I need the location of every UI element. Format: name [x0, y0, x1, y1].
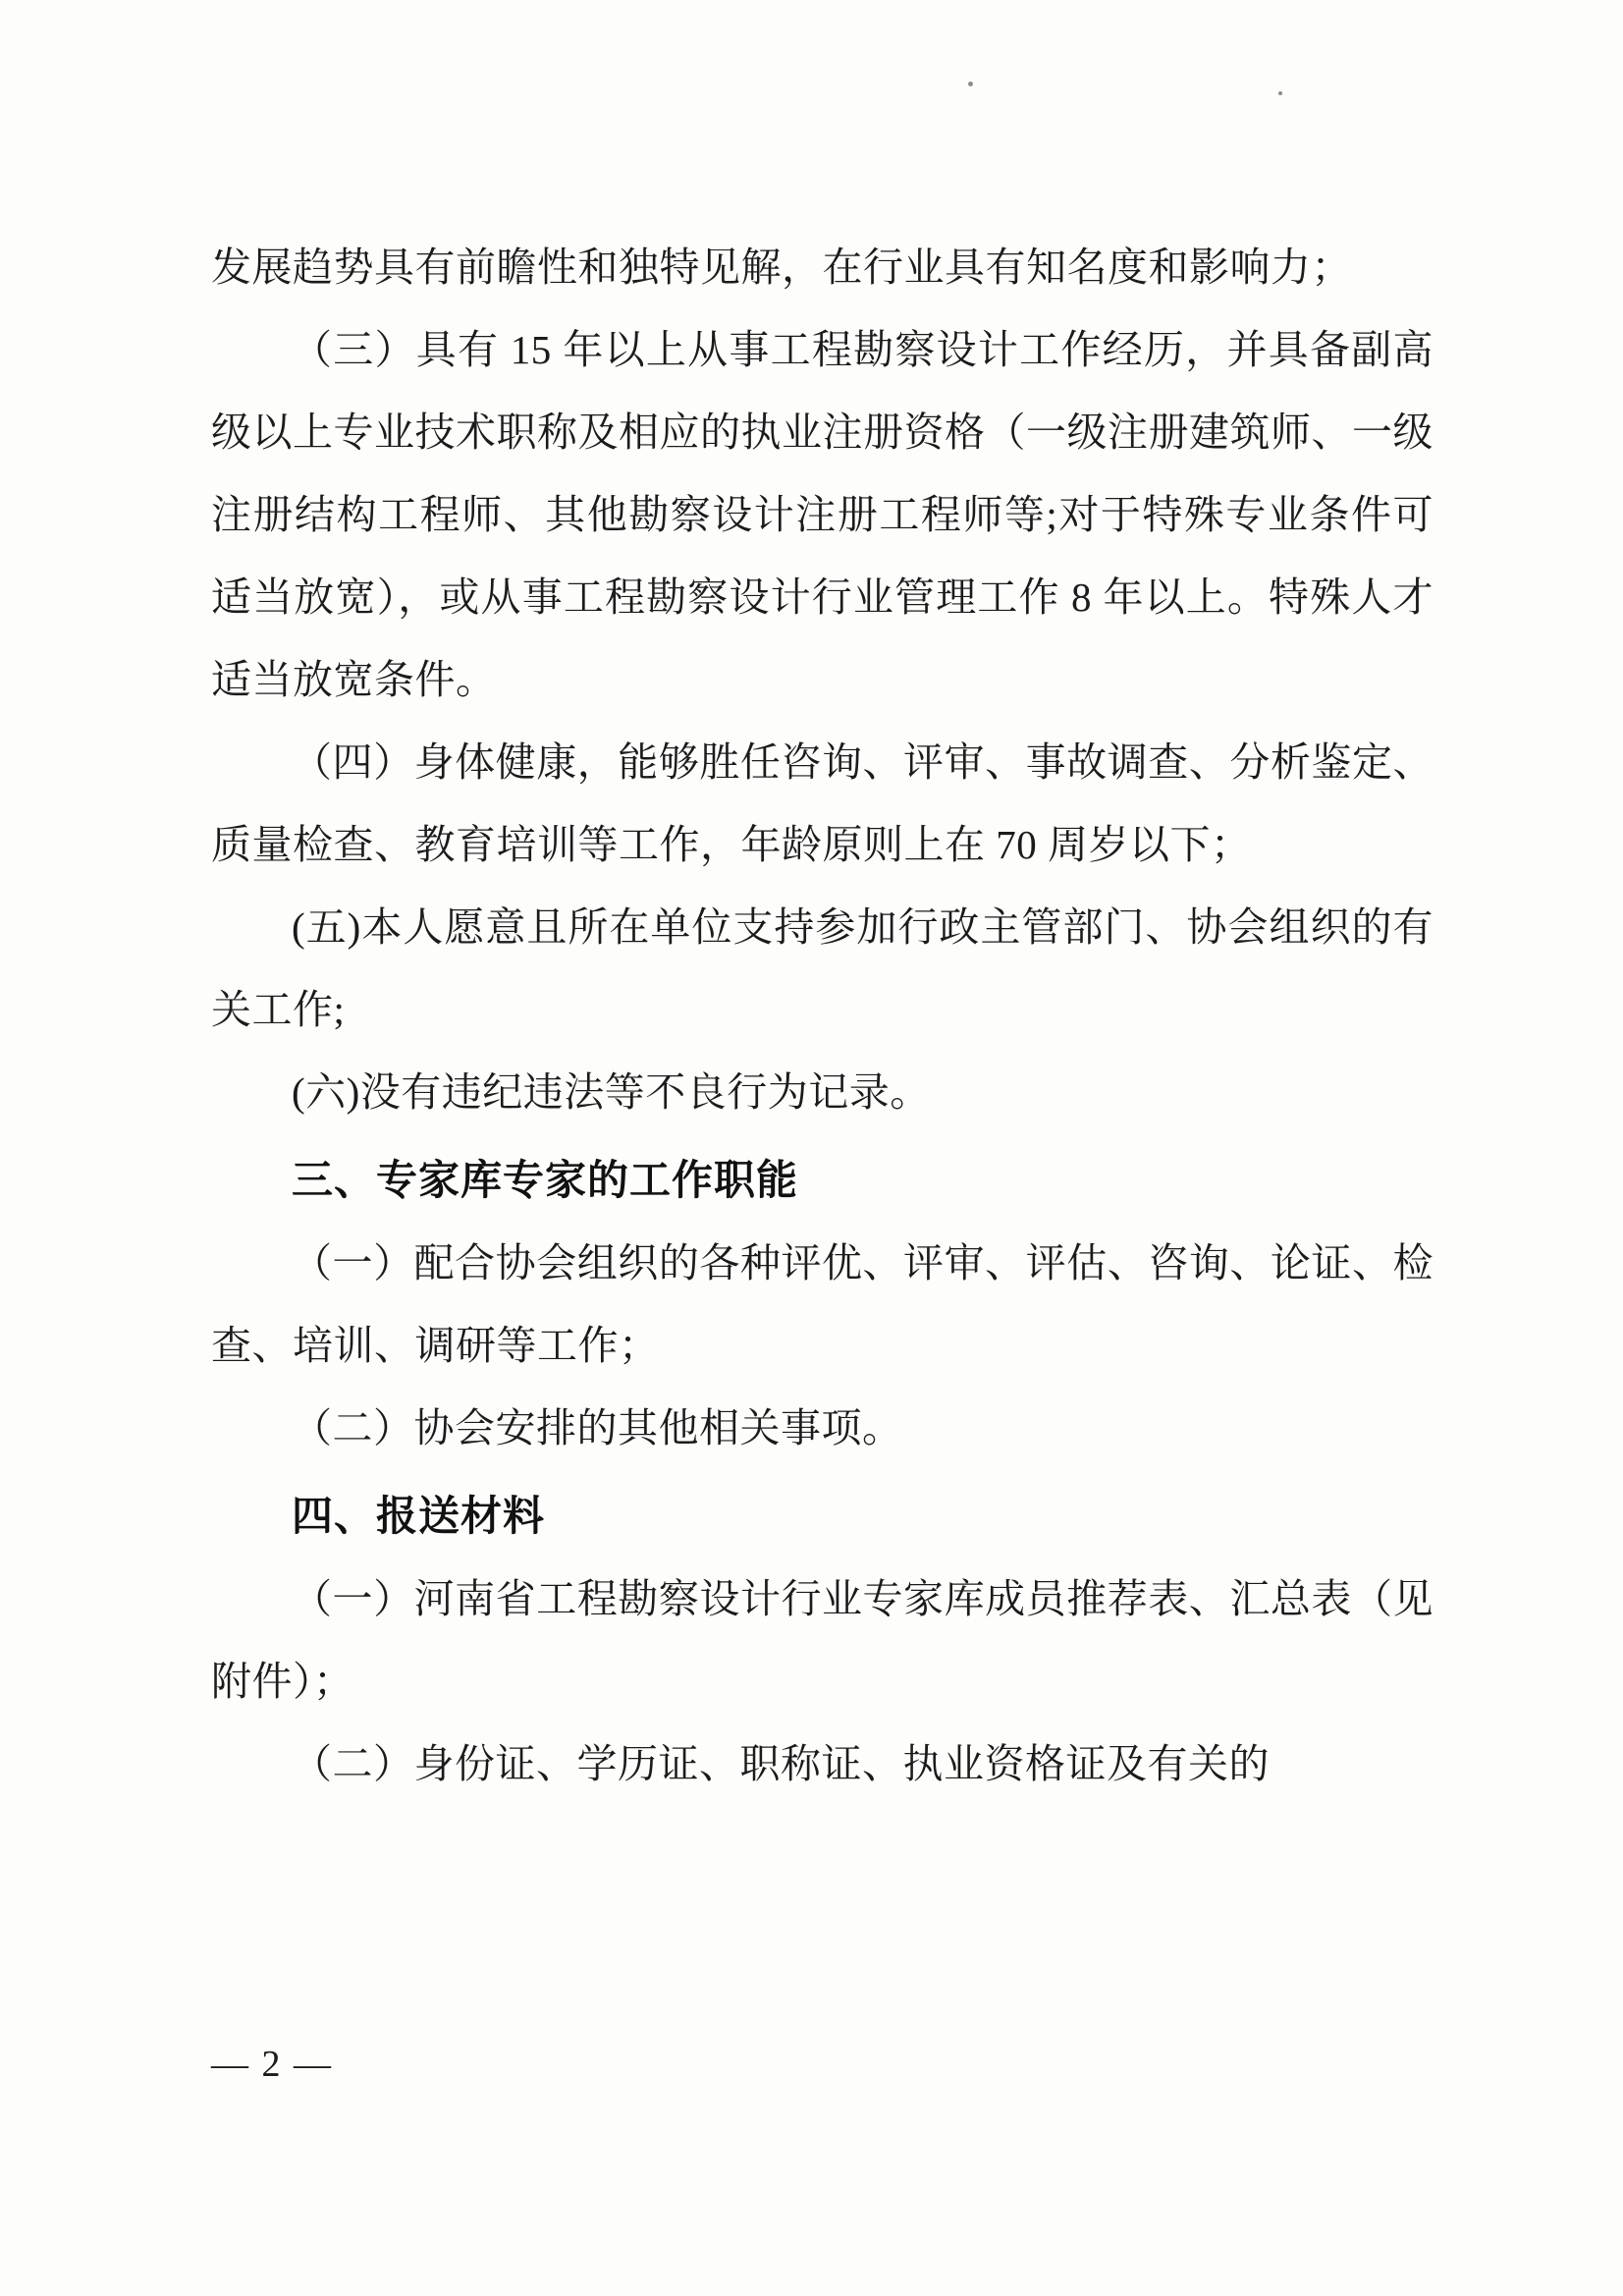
section-heading: 三、专家库专家的工作职能 — [292, 1157, 799, 1203]
paragraph: (五)本人愿意且所在单位支持参加行政主管部门、协会组织的有关工作; — [211, 904, 1434, 1032]
speck-mark-icon — [968, 82, 973, 86]
section-heading: 四、报送材料 — [292, 1493, 546, 1539]
paragraph: (六)没有违纪违法等不良行为记录。 — [292, 1069, 931, 1115]
paragraph: （三）具有 15 年以上从事工程勘察设计工作经历，并具备副高级以上专业技术职称及相应的执业注册资格（一级注册建筑师、一级注册结构工程师、其他勘察设计注册工程师等;对于特殊专业条件可适当放宽），或从事工程勘察设计行业管理工作 8 年以上。特殊人才适当放宽条件。 — [211, 327, 1434, 702]
paragraph: （四）身体健康，能够胜任咨询、评审、事故调查、分析鉴定、质量检查、教育培训等工作，年龄原则上在 70 周岁以下； — [211, 739, 1434, 867]
paragraph: （一）配合协会组织的各种评优、评审、评估、咨询、论证、检查、培训、调研等工作； — [211, 1240, 1434, 1368]
paragraph: （一）河南省工程勘察设计行业专家库成员推荐表、汇总表（见附件）； — [211, 1576, 1434, 1704]
page-body — [211, 226, 1434, 1805]
paragraph: 发展趋势具有前瞻性和独特见解，在行业具有知名度和影响力； — [211, 245, 1352, 290]
speck-mark-icon — [1278, 91, 1282, 95]
paragraph: （二）协会安排的其他相关事项。 — [292, 1405, 903, 1450]
paragraph: （二）身份证、学历证、职称证、执业资格证及有关的 — [292, 1741, 1270, 1786]
page-footer — [211, 2043, 1434, 2086]
page-number: — 2 — — [211, 2044, 333, 2085]
